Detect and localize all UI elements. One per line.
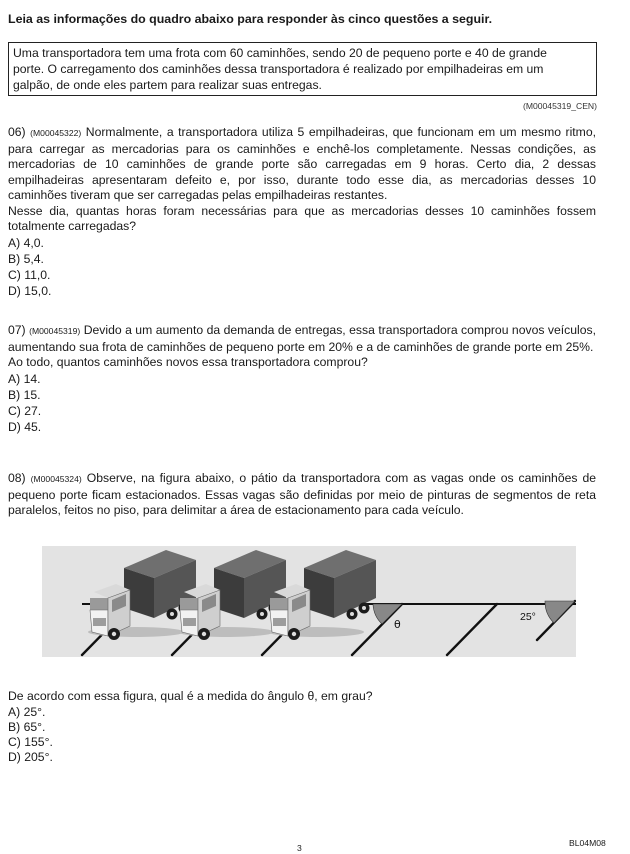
question-06: [8, 125, 596, 300]
question-text: Devido a um aumento da demanda de entregas, essa transportadora comprou novos veículos, aumentando sua frota de caminhões de pequeno porte em 20% e a de caminhões de grande porte em 25%.: [8, 323, 597, 354]
option-c[interactable]: C) 11,0.: [8, 268, 51, 283]
question-code: (M00045319): [29, 326, 81, 336]
question-number: 07): [8, 323, 26, 337]
question-06-prompt: Nesse dia, quantas horas foram necessárias para que as mercadorias desses 10 caminhões fossem totalmente carregadas?: [8, 203, 596, 233]
question-06-stem: [8, 125, 596, 204]
option-a[interactable]: A) 25°.: [8, 704, 46, 719]
question-08: [8, 471, 596, 519]
theta-label: θ: [394, 618, 401, 631]
question-text: Observe, na figura abaixo, o pátio da transportadora com as vagas onde os caminhões de pequeno porte ficam estacionados. Essas vagas são definidas por meio de pinturas de segmentos de reta paralelos, feitos no piso, para delimitar a área de estacionamento para cada veículo.: [8, 471, 597, 517]
option-c[interactable]: C) 27.: [8, 404, 42, 419]
context-code: (M00045319_CEN): [522, 101, 597, 111]
question-07: [8, 323, 596, 436]
option-b[interactable]: B) 5,4.: [8, 251, 44, 266]
page-number: 3: [297, 843, 302, 853]
option-a[interactable]: A) 4,0.: [8, 235, 44, 250]
question-code: (M00045324): [30, 474, 82, 484]
question-text: Normalmente, a transportadora utiliza 5 empilhadeiras, que funcionam em um mesmo ritmo, para carregar as mercadorias para os caminhões e enchê-los completamente. Nessas condições, as mercadorias de 10 caminhões de grande porte são carregadas em 9 horas. Certo dia, 2 dessas empilhadeiras apresentaram defeito e, por isso, durante todo esse dia, as mercadorias desses 10 caminhões tiveram que ser carregadas pelas empilhadeiras restantes.: [8, 125, 597, 202]
option-c[interactable]: C) 155°.: [8, 734, 53, 749]
option-b[interactable]: B) 65°.: [8, 719, 46, 734]
question-07-stem: [8, 323, 596, 355]
question-number: 08): [8, 471, 26, 485]
question-07-options: [8, 371, 596, 436]
option-b[interactable]: B) 15.: [8, 387, 41, 402]
parking-lot-figure: [42, 546, 576, 657]
question-number: 06): [8, 125, 26, 139]
option-d[interactable]: D) 15,0.: [8, 284, 52, 299]
instructions-heading: Leia as informações do quadro abaixo para responder às cinco questões a seguir.: [8, 12, 493, 26]
question-code: (M00045322): [30, 128, 82, 138]
question-07-prompt: Ao todo, quantos caminhões novos essa transportadora comprou?: [8, 355, 368, 369]
question-08-prompt: De acordo com essa figura, qual é a medida do ângulo θ, em grau?: [8, 689, 373, 703]
option-d[interactable]: D) 205°.: [8, 750, 53, 765]
context-line: Uma transportadora tem uma frota com 60 caminhões, sendo 20 de pequeno porte e 40 de grande: [13, 46, 547, 60]
question-08-answer-block: [8, 689, 596, 765]
context-box: [8, 42, 597, 96]
booklet-code: BL04M08: [569, 838, 606, 848]
context-line: porte. O carregamento dos caminhões dessa transportadora é realizado por empilhadeiras em um: [13, 62, 544, 76]
question-08-stem: [8, 471, 596, 519]
question-06-options: [8, 235, 596, 300]
angle-25-label: 25°: [520, 611, 536, 623]
option-a[interactable]: A) 14.: [8, 371, 41, 386]
question-08-options: [8, 705, 596, 766]
option-d[interactable]: D) 45.: [8, 420, 42, 435]
context-line: galpão, de onde eles partem para realizar suas entregas.: [13, 78, 322, 92]
